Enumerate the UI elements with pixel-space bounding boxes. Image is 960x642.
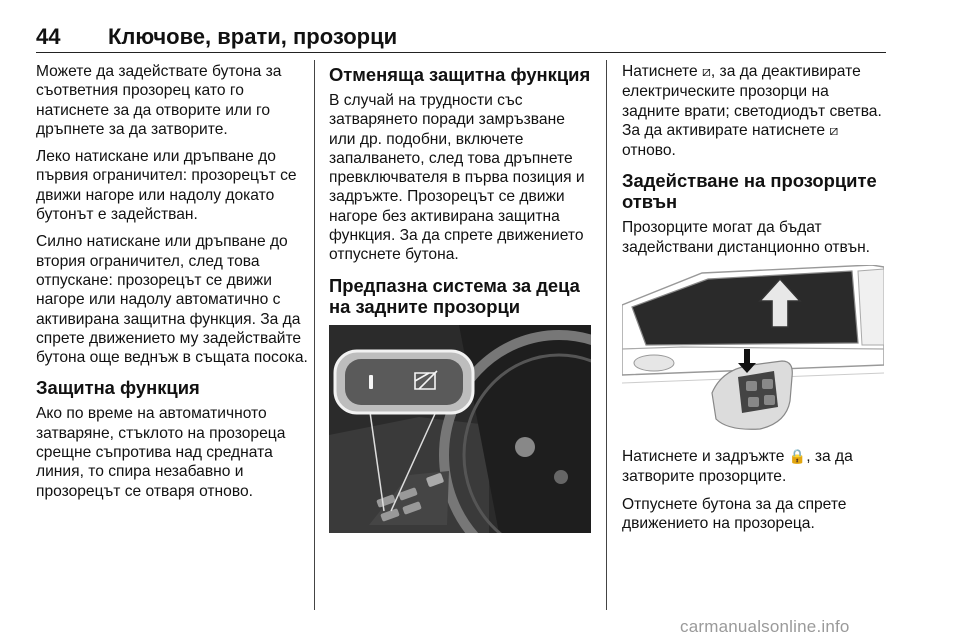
page-title: Ключове, врати, прозорци: [108, 24, 398, 49]
text-run: , за да затворите прозорците.: [622, 448, 853, 486]
column-1: [36, 62, 308, 509]
paragraph: Леко натискане или дръпване до първия ограничител: прозорецът се движи нагоре или надолу докато бутонът е задействан.: [36, 148, 297, 224]
paragraph: Отпуснете бутона за да спрете движението на прозореца.: [622, 495, 847, 532]
section-heading: Предпазна система за деца на задните прозорци: [329, 274, 580, 317]
text-run: Натиснете: [622, 63, 702, 80]
header-rule: [36, 52, 886, 53]
text-run: Натиснете и задръжте: [622, 448, 789, 466]
column-divider-2: [606, 60, 607, 610]
paragraph: Можете да задействате бутона за съответния прозорец като го натиснете за да отворите или го дръпнете за да затворите.: [36, 63, 282, 138]
column-divider-1: [314, 60, 315, 610]
paragraph: [622, 62, 884, 160]
paragraph: В случай на трудности със затварянето поради замръзване или др. подобни, включете запалването, след това дръпнете превключвателя в първа позиция и задръжте. Прозорецът се движи нагоре без активирана защитна функция. За да спрете движението отпуснете бутона.: [329, 92, 585, 264]
watermark: carmanualsonline.info: [680, 617, 850, 636]
page-header: [36, 24, 886, 50]
section-heading: Отменяща защитна функция: [329, 64, 591, 85]
column-3: [622, 62, 884, 541]
child-lock-window-icon: ⧄: [701, 64, 711, 80]
text-run: , за да деактивирате електрическите прозорци на задните врати; светодиодът светва. За да активирате натиснете: [622, 63, 882, 139]
paragraph: [622, 447, 884, 487]
door-panel-illustration: [329, 325, 591, 533]
page-number: 44: [36, 24, 61, 49]
car-window-remote-illustration: [622, 265, 884, 437]
paragraph: Силно натискане или дръпване до втория ограничител, след това отпускане: прозорецът се движи нагоре или надолу автоматично с активирана защитна функция. За да спрете движението му задействайте бутона още веднъж в същата посока.: [36, 233, 308, 367]
text-run: отново.: [622, 142, 676, 160]
child-lock-window-icon: ⧄: [829, 122, 839, 139]
remote-lock-icon: 🔒: [788, 449, 807, 466]
section-heading: Задействане на прозорците отвън: [622, 170, 877, 213]
paragraph: Ако по време на автоматичното затваряне, стъклото на прозореца срещне съпротива над средната линия, то спира незабавно и прозорецът се отваря отново.: [36, 405, 286, 500]
column-2: [329, 62, 595, 533]
paragraph: Прозорците могат да бъдат задействани дистанционно отвън.: [622, 219, 871, 256]
section-heading: Защитна функция: [36, 377, 200, 399]
